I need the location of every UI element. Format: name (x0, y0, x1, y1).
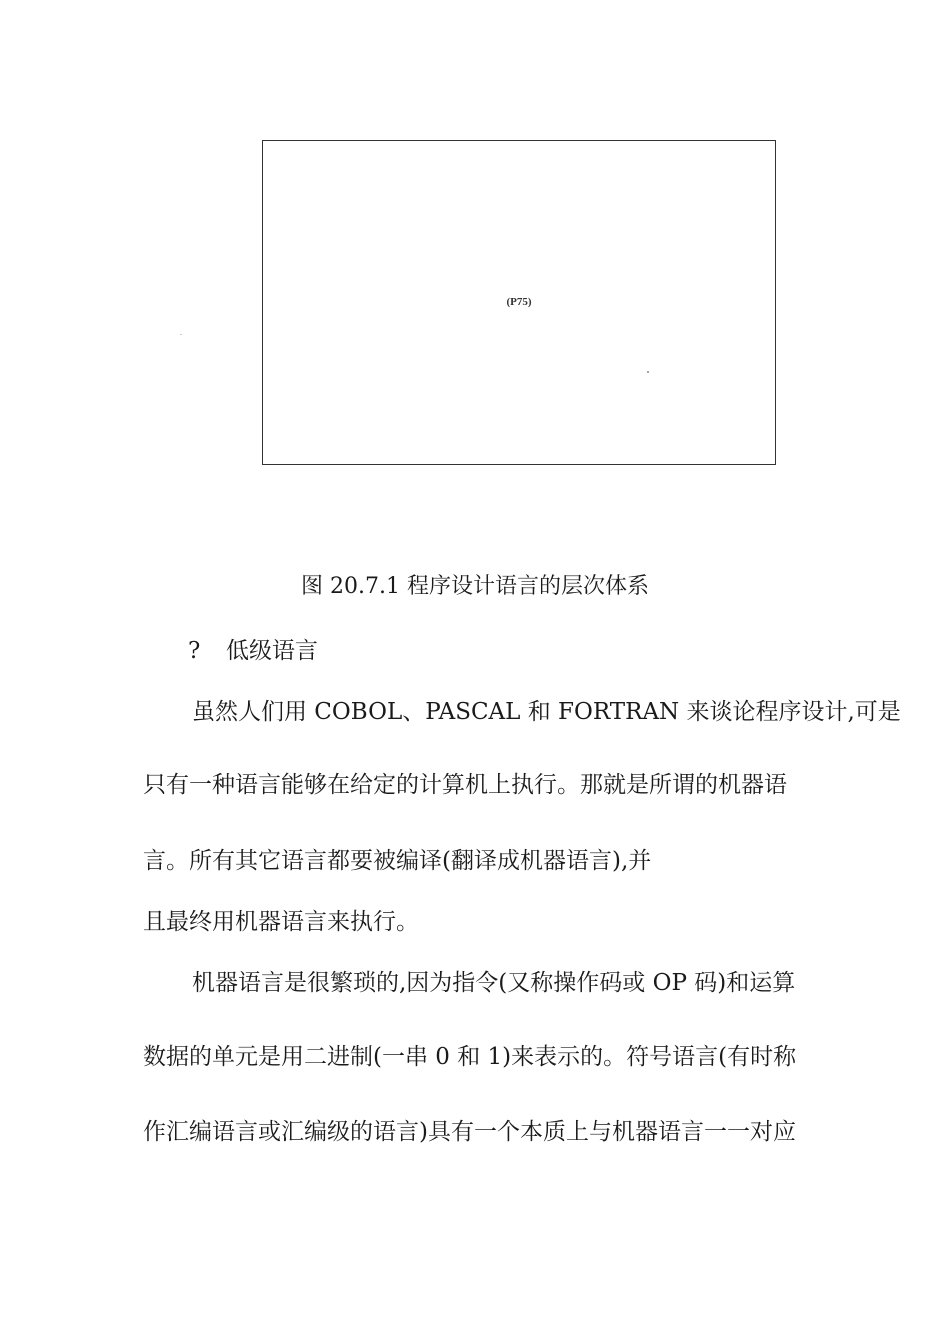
heading-bullet: ? (188, 638, 201, 664)
paragraph-1-line-1: 虽然人们用 COBOL、PASCAL 和 FORTRAN 来谈论程序设计,可是 (192, 699, 901, 725)
paragraph-2-line-2: 数据的单元是用二进制(一串 0 和 1)来表示的。符号语言(有时称 (143, 1044, 797, 1070)
paragraph-2-line-3: 作汇编语言或汇编级的语言)具有一个本质上与机器语言一一对应 (143, 1119, 796, 1145)
paragraph-1-line-4: 且最终用机器语言来执行。 (143, 909, 419, 935)
figure-caption: 图 20.7.1 程序设计语言的层次体系 (301, 574, 649, 599)
paragraph-1-line-2: 只有一种语言能够在给定的计算机上执行。那就是所谓的机器语 (143, 772, 787, 798)
margin-speck (180, 334, 182, 335)
figure-placeholder-label: (P75) (506, 296, 532, 308)
paragraph-1-line-3: 言。所有其它语言都要被编译(翻译成机器语言),并 (143, 848, 652, 874)
figure-placeholder-box (262, 140, 776, 465)
figure-speck (647, 371, 649, 373)
paragraph-2-line-1: 机器语言是很繁琐的,因为指令(又称操作码或 OP 码)和运算 (192, 970, 796, 996)
section-heading: 低级语言 (226, 638, 318, 664)
